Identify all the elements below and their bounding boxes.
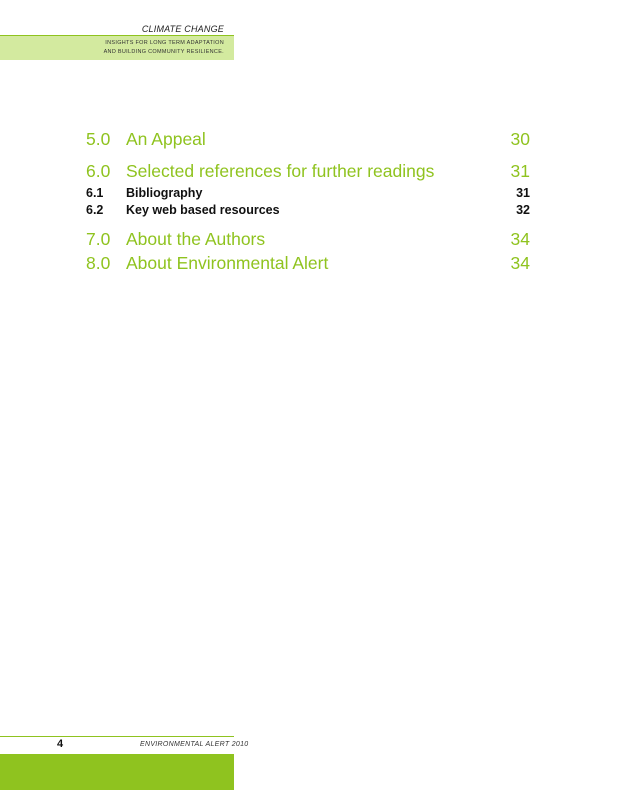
toc-entry-number: 8.0 [86, 253, 111, 273]
header-title: CLIMATE CHANGE [141, 24, 224, 34]
header-subtitle-line-1: INSIGHTS FOR LONG TERM ADAPTATION [105, 40, 224, 46]
toc-entry-title: About Environmental Alert [126, 253, 329, 273]
toc-entry-6-1 [86, 185, 530, 202]
toc-entry-page: 34 [510, 229, 530, 249]
header-subtitle-line-2: AND BUILDING COMMUNITY RESILIENCE. [103, 49, 224, 55]
toc-entry-number: 6.2 [86, 203, 104, 217]
toc-entry-page: 30 [510, 129, 530, 149]
toc-entry-number: 7.0 [86, 229, 111, 249]
toc-entry-6-2 [86, 202, 530, 219]
toc-entry-7-0 [86, 227, 530, 251]
toc-entry-title: Key web based resources [126, 203, 280, 217]
toc-entry-number: 5.0 [86, 129, 111, 149]
toc-entry-number: 6.1 [86, 186, 104, 200]
toc-entry-page: 32 [516, 203, 530, 217]
toc-entry-title: About the Authors [126, 229, 266, 249]
toc-entry-title: Bibliography [126, 186, 203, 200]
footer-text: ENVIRONMENTAL ALERT 2010 [140, 741, 249, 748]
toc-entry-page: 31 [510, 161, 530, 181]
toc-entry-title: Selected references for further readings [126, 161, 435, 181]
toc-entry-page: 34 [510, 253, 530, 273]
toc-entry-number: 6.0 [86, 161, 111, 181]
page-number: 4 [57, 738, 64, 750]
table-of-contents [86, 127, 530, 275]
toc-entry-page: 31 [516, 186, 530, 200]
footer-rule [0, 736, 234, 737]
toc-entry-5-0 [86, 127, 530, 151]
footer-band [0, 754, 234, 790]
page-header [0, 0, 234, 60]
toc-entry-6-0 [86, 159, 530, 183]
toc-entry-8-0 [86, 251, 530, 275]
toc-entry-title: An Appeal [126, 129, 206, 149]
